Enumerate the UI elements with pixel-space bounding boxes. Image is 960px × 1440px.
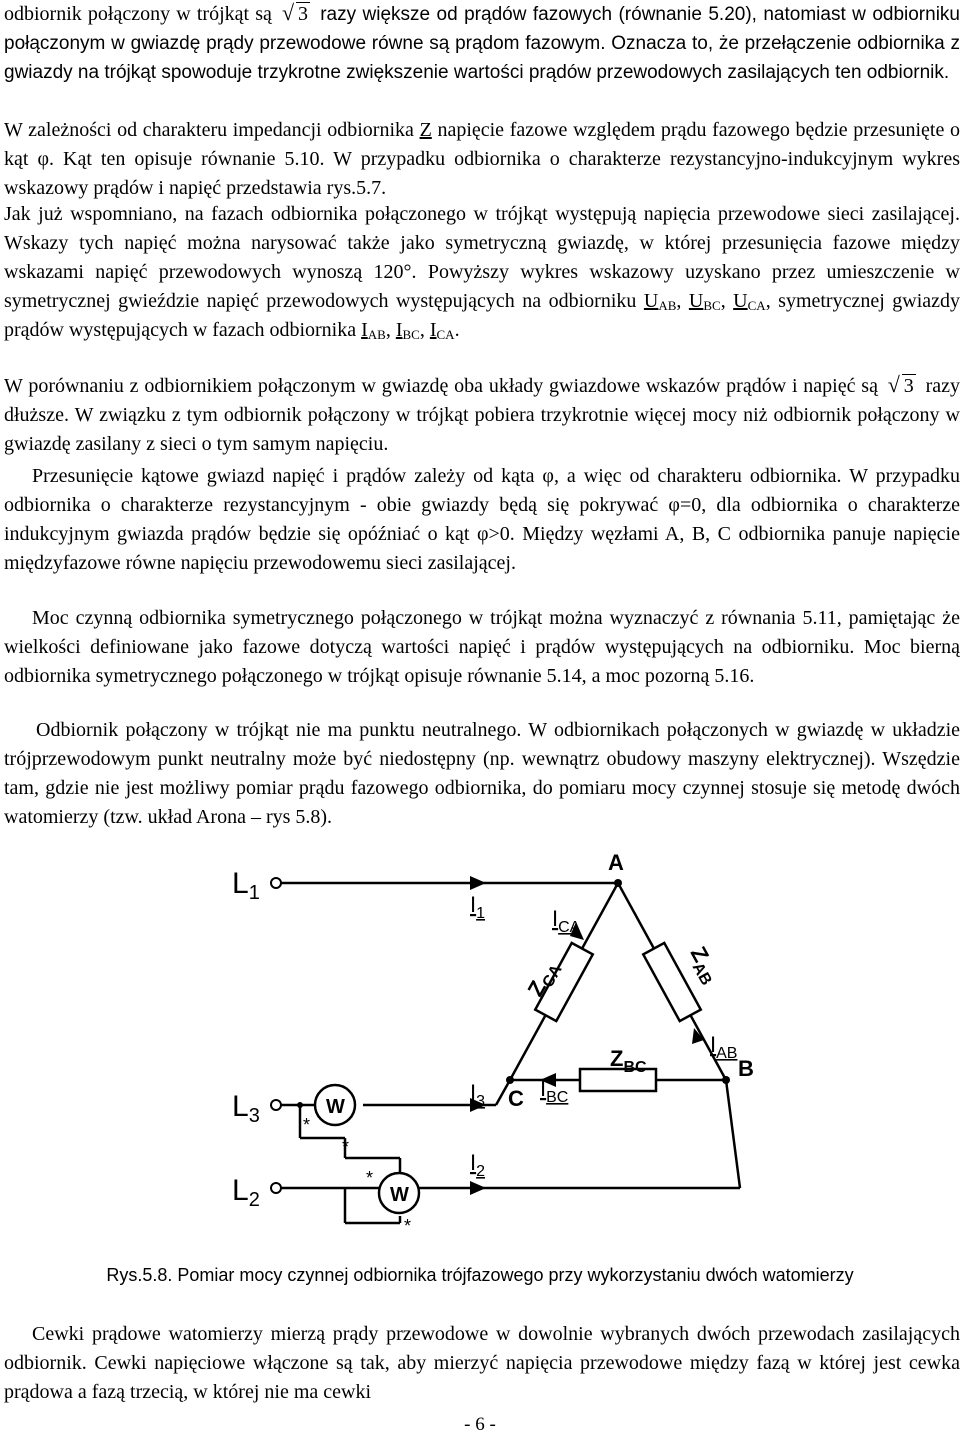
- aron-circuit-diagram: [0, 848, 960, 1248]
- text-span: , symetrycznej gwiazdy prądów występujących w fazach odbiornika: [4, 290, 960, 341]
- polarity-star: *: [404, 1216, 412, 1236]
- text-span: Jak już wspomniano, na fazach odbiornika połączonego w trójkąt występują napięcia przewodowe sieci zasilającej. Wskazy tych napięć można narysować także jako symetryczną gwiazdę, w której przesunięcia fazowe między wskazami napięć przewodowych wynoszą 120°. Powyższy wykres wskazowy uzyskano przez umieszczenie w symetrycznej gwieździe napięć przewodowych występujących na odbiorniku: [4, 203, 960, 312]
- paragraph-4: [4, 372, 960, 459]
- text-span: odbiornik połączony w trójkąt są: [4, 3, 272, 25]
- symbol-ubc: $U_{BC}$: [688, 290, 721, 313]
- sqrt-symbol: √ 3: [282, 0, 310, 29]
- polarity-star: *: [342, 1137, 350, 1157]
- sqrt-symbol: √ 3: [888, 372, 916, 401]
- node-c-label: C: [508, 1086, 524, 1111]
- page-number: - 6 -: [464, 1414, 496, 1435]
- node-a-label: A: [608, 850, 624, 875]
- text-span: razy dłuższe. W związku z tym odbiornik połączony w trójkąt pobiera trzykrotnie więcej mocy niż odbiornik połączony w gwiazdę zasilany z sieci o tym samym napięciu.: [4, 375, 960, 455]
- label-iab: $I_{AB}$: [710, 1032, 738, 1062]
- symbol-iab: $I_{AB}$: [361, 319, 386, 342]
- paragraph-1: [4, 0, 960, 87]
- label-ica: $I_{CA}$: [552, 906, 581, 936]
- paragraph-2: [4, 116, 960, 203]
- label-ibc: $I_{BC}$: [540, 1076, 569, 1106]
- symbol-uab: $U_{AB}$: [643, 290, 677, 313]
- text-span: W porównaniu z odbiornikiem połączonym w gwiazdę oba układy gwiazdowe wskazów prądów i napięć są: [4, 375, 878, 397]
- text-span: W zależności od charakteru impedancji odbiornika: [4, 119, 414, 141]
- label-l3: $L_3$: [232, 1090, 260, 1127]
- label-l2: $L_2$: [232, 1174, 260, 1211]
- terminals: [271, 878, 281, 1193]
- label-zca: $Z_{CA}$: [522, 962, 566, 1001]
- label-zbc: $Z_{BC}$: [610, 1046, 647, 1076]
- wattmeter-1-label: W: [326, 1096, 345, 1118]
- label-i1: $I_1$: [470, 892, 486, 922]
- current-arrows: [470, 876, 704, 1195]
- node-b-label: B: [738, 1056, 754, 1081]
- label-l1: $L_1$: [232, 867, 260, 904]
- paragraph-7: Odbiornik połączony w trójkąt nie ma punktu neutralnego. W odbiornikach połączonych w gwiazdę w układzie trójprzewodowym punkt neutralny może być niedostępny (np. wewnątrz obudowy maszyny elektrycznej). Wszędzie tam, gdzie nie jest możliwy pomiar prądu fazowego odbiornika, do pomiaru mocy czynnej stosuje się metodę dwóch watomierzy (tzw. układ Arona – rys 5.8).: [4, 719, 960, 828]
- impedance-symbol: Z: [419, 119, 432, 141]
- symbol-uca: $U_{CA}$: [733, 290, 766, 313]
- symbol-ibc: $I_{BC}$: [395, 319, 420, 342]
- wattmeter-2-label: W: [390, 1184, 409, 1206]
- paragraph-6: Moc czynną odbiornika symetrycznego połączonego w trójkąt można wyznaczyć z równania 5.11, pamiętając że wielkości definiowane jako fazowe dotyczą wartości napięć i prądów występujących na odbiorniku. Moc bierną odbiornika symetrycznego połączonego w trójkąt opisuje równanie 5.14, a moc pozorną 5.16.: [4, 607, 960, 687]
- paragraph-5: Przesunięcie kątowe gwiazd napięć i prądów zależy od kąta φ, a więc od charakteru odbiornika. W przypadku odbiornika o charakterze rezystancyjnym - obie gwiazdy będą się pokrywać φ=0, dla odbiornika o charakterze indukcyjnym gwiazda prądów będzie się opóźniać o kąt φ>0. Między węzłami A, B, C odbiornika panuje napięcie międzyfazowe równe napięciu przewodowemu sieci zasilającej.: [4, 465, 960, 574]
- text-span: napięcie fazowe względem prądu fazowego będzie przesunięte o kąt φ. Kąt ten opisuje równanie 5.10. W przypadku odbiornika o charakterze rezystancyjno-indukcyjnym wykres wskazowy prądów i napięć przedstawia rys.5.7.: [4, 119, 960, 199]
- paragraph-3: Jak już wspomniano, na fazach odbiornika połączonego w trójkąt występują napięcia przewodowe sieci zasilającej. Wskazy tych napięć można narysować także jako symetryczną gwiazdę, w której przesunięcia fazowe między wskazami napięć przewodowych wynoszą 120°. Powyższy wykres wskazowy uzyskano przez umieszczenie w symetrycznej gwieździe napięć przewodowych występujących na odbiorniku $U_{AB}$, $U_{BC}$, $U_{CA}$, symetrycznej gwiazdy prądów występujących w fazach odbiornika $I_{AB}$, $I_{BC}$, $I_{CA}$.: [4, 203, 960, 342]
- symbol-ica: $I_{CA}$: [429, 319, 455, 342]
- label-i3: $I_3$: [470, 1080, 486, 1110]
- text-span: razy większe od prądów fazowych (równanie 5.20), natomiast w odbiorniku połączonym w gwiazdę prądy przewodowe równe są prądom fazowym. Oznacza to, że przełączenie odbiornika z gwiazdy na trójkąt spowoduje trzykrotne zwiększenie wartości prądów przewodowych zasilających ten odbiornik.: [4, 4, 960, 83]
- polarity-star: *: [366, 1168, 374, 1188]
- figure-caption: Rys.5.8. Pomiar mocy czynnej odbiornika trójfazowego przy wykorzystaniu dwóch watomierzy: [106, 1265, 854, 1285]
- polarity-star: *: [303, 1115, 311, 1135]
- label-zab: $Z_{AB}$: [685, 942, 715, 989]
- label-i2: $I_2$: [470, 1150, 486, 1180]
- paragraph-8: Cewki prądowe watomierzy mierzą prądy przewodowe w dowolnie wybranych dwóch przewodach zasilających odbiornik. Cewki napięciowe włączone są tak, aby mierzyć napięcia przewodowe między fazą w której jest cewka prądowa a fazą trzecią, w której nie ma cewki: [4, 1323, 960, 1403]
